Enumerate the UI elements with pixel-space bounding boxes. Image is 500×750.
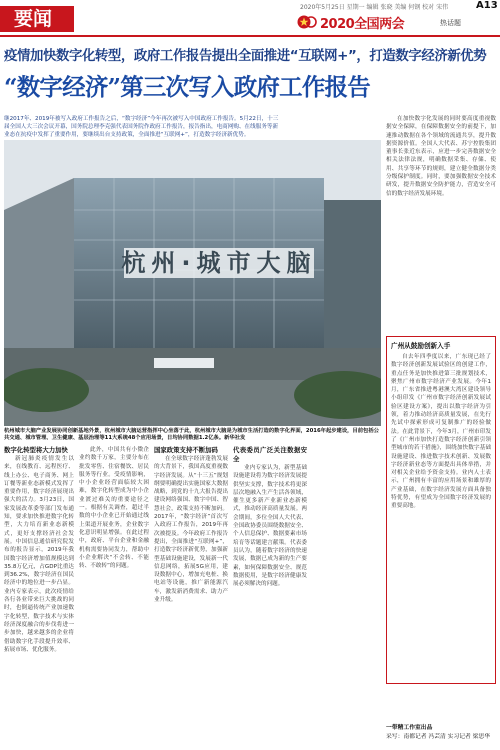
credits-label: 一带精工作室出品 bbox=[386, 725, 433, 731]
credits-names: 采写：南都记者 冯芸清 实习记者 梁思华 bbox=[386, 734, 491, 740]
section-heading: 数字化转型将大力加快 bbox=[4, 446, 68, 454]
section-heading: 国家政策支持不断加码 bbox=[154, 446, 218, 454]
masthead-rule bbox=[0, 35, 500, 37]
headline: “数字经济”第三次写入政府工作报告 bbox=[4, 73, 370, 101]
sidebar-title: 广州从鼓励创新入手 bbox=[391, 342, 451, 350]
building-illustration bbox=[4, 140, 381, 426]
section-title-tail bbox=[66, 6, 74, 32]
dateline: 2020年5月25日 星期一 编辑 张晓 美编 何钢 校对 宋伟 bbox=[300, 4, 449, 11]
kicker: 疫情加快数字化转型，政府工作报告提出全面推进“互联网+”，打造数字经济新优势 bbox=[4, 49, 487, 64]
lead-paragraph: 继2017年、2019年被写入政府工作报告之后，“数字经济”今年再次被写入中国政府工作报告。5月22日，十三届全国人大三次会议开幕，国务院总理李克强代表国务院作政府工作报告，报告指出，电商网购、在线服务等新业态在抗疫中发挥了重要作用，要继续出台支持政策，全面推进“互联网+”，打造数字经济新优势。 bbox=[4, 116, 279, 138]
svg-text:杭州·城市大脑: 杭州·城市大脑 bbox=[121, 249, 317, 277]
body-text: 在全球数字经济蓬勃发展的大背景下，我国高度重视数字经济发展。从“十三五”规划纲要明确提出实施国家大数据战略，到党的十九大报告提出建设网络强国、数字中国、智慧社会，政策支持不断加码。2017年，“数字经济”首次写入政府工作报告，2019年再次被提及。今年政府工作报告提出，全面推进“互联网+”，打造数字经济新优势，加强新型基础设施建设，发展新一代信息网络，拓展5G应用，建设数据中心，增加充电桩、换电站等设施，推广新能源汽车，激发新消费需求、助力产业升级。 bbox=[154, 456, 228, 604]
body-text: 新冠肺炎疫情发生以来，在线教育、远程医疗、线上办公、电子商务、网上订餐等新业态新模式发挥了重要作用，数字经济展现出强大的活力。3月23日，国家发展改革委等部门发布通知，要求加快推进数字化转型，大力培育新业态新模式，更好支撑经济社会发展。中国信息通信研究院发布的报告显示，2019年我国数字经济增加值规模达到35.8万亿元，占GDP比重达到36.2%，数字经济在国民经济中的地位进一步凸显。业内专家表示，此次疫情给各行各业带来巨大挑战的同时，也倒逼传统产业加速数字化转型，数字技术与实体经济深度融合的步伐将进一步加快，越来越多的企业将借助数字化手段提升效率、拓展市场、优化服务。 bbox=[4, 456, 74, 653]
npc-cppcc-logo-icon bbox=[296, 14, 318, 30]
body-column-4 bbox=[233, 446, 307, 746]
body-text: 此外，中国共有小微企业约数千万家，主要分布在批发零售、住宿餐饮、居民服务等行业。受疫情影响，中小企业经营面临较大困难，数字化转型成为中小企业渡过难关的重要途径之一。根据有关调查，超过半数的中小企业已开始通过线上渠道开展业务，企业数字化意识明显增强。在此过程中，政府、平台企业和金融机构需要协同发力，帮助中小企业解决“不会转、不能转、不敢转”的问题。 bbox=[79, 447, 149, 570]
credits bbox=[386, 722, 498, 740]
city-brain-photo bbox=[4, 140, 381, 426]
sidebar-text: 自去年四季度以来，广东现已经了数字经济创新发展试验区的创建工作，重点任务是加快推进第三批规划技术，聚焦广州市数字经济产业发展。今年1月，广东省推进粤港澳大湾区建设领导小组印发《广州市数字经济创新发展试验区建设方案》，提出以数字经济为引领，着力推动经济高质量发展，在先行先试中探索形成可复制推广的经验做法。在此背景下，今年3月，广州市印发了《广州市加快打造数字经济创新引领型城市的若干措施》，围绕加快数字基础设施建设、推进数字技术创新、发展数字经济新业态等方面提出具体举措，并对相关企业给予资金支持。业内人士表示，广州拥有丰富的应用场景和雄厚的产业基础，在数字经济发展方面具备独特优势，有望成为全国数字经济发展的重要高地。 bbox=[391, 354, 491, 510]
section-title: 要闻 bbox=[0, 6, 66, 32]
body-column-3 bbox=[154, 446, 228, 746]
section-heading: 代表委员广泛关注数据安全 bbox=[233, 446, 307, 463]
body-text: 在加快数字化发展的同时要高度重视数据安全保障，在保障数据安全的前提下，加速推动数据在各个领域的流通共享，提升数据资源价值。全国人大代表、苏宁控股集团董事长张近东表示，应进一步完善数据安全相关法律法规，明确数据采集、存储、使用、共享等环节的规则，建立健全数据分类分级保护制度。同时，要加强数据安全技术研发，提升数据安全防护能力，营造安全可信的数字经济发展环境。 bbox=[386, 116, 496, 197]
page-number: A13 bbox=[476, 0, 498, 11]
body-column-2 bbox=[79, 446, 149, 746]
series-title: 2020全国两会 bbox=[320, 17, 405, 32]
body-column-1 bbox=[4, 446, 74, 746]
series-subtitle: 热话题 bbox=[440, 19, 461, 27]
body-text: 业内专家认为，新型基础设施建设将为数字经济发展提供坚实支撑，数字技术将更深层次地融入生产生活各领域，催生更多新产业新业态新模式，推动经济高质量发展。两会期间，多位全国人大代表、全国政协委员围绕数据安全、个人信息保护、数据要素市场培育等话题建言献策。代表委员认为，随着数字经济的快速发展，数据已成为新的生产要素，如何保障数据安全、规范数据使用，是数字经济健康发展必须解决的问题。 bbox=[233, 465, 307, 588]
photo-caption: 杭州城市大脑产业发展协同创新基地外景，杭州城市大脑运营指挥中心坐落于此，杭州城市大脑是为城市生活打造的数字化界面，2016年起步建设，目前包括公共交通、城市管理、卫生健康、基层治理等11大系统48个应用场景，日均协同数据1.2亿条。新华社发 bbox=[4, 428, 379, 442]
sidebar-box bbox=[386, 336, 496, 684]
body-column-5 bbox=[386, 115, 496, 330]
